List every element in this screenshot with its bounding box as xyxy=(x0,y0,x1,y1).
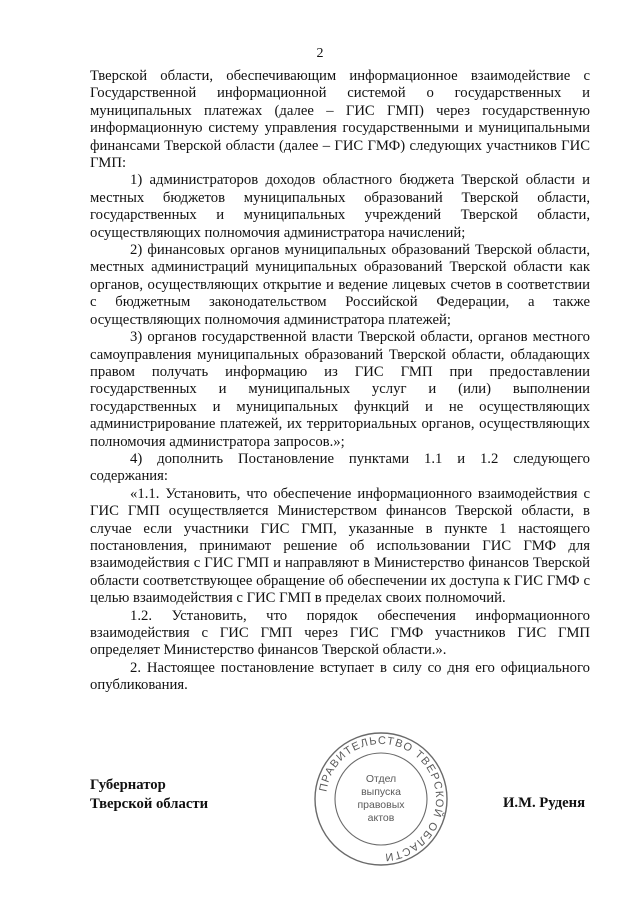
stamp-center-text xyxy=(348,773,414,825)
paragraph-item-1: 1) администраторов доходов областного бюджета Тверской области и местных бюджетов муниципальных образований Тверской области, государственных и муниципальных учреждений Тверской области, осуществляющих полномочия администратора начислений; xyxy=(90,172,590,241)
paragraph-effective-date: 2. Настоящее постановление вступает в силу со дня его официального опубликования. xyxy=(90,659,590,694)
page-number: 2 xyxy=(316,46,324,61)
paragraph-clause-1-1: «1.1. Установить, что обеспечение информационного взаимодействия с ГИС ГМП осуществляется Министерством финансов Тверской области, в случае если участники ГИС ГМП, указанные в пункте 1 настоящего постановления, принимают решение об использовании ГИС ГМФ для взаимодействия с ГИС ГМП и направляют в Министерство финансов Тверской области соответствующее обращение об обеспечении их доступа к ГИС ГМФ с целью взаимодействия с ГИС ГМП в пределах своих полномочий. xyxy=(90,485,590,607)
document-body xyxy=(90,68,590,695)
stamp-ring-text: ПРАВИТЕЛЬСТВО ТВЕРСКОЙ ОБЛАСТИ xyxy=(317,734,446,864)
paragraph-item-2: 2) финансовых органов муниципальных образований Тверской области, местных администраций муниципальных образований Тверской области как органов, осуществляющих открытие и ведение лицевых счетов в соответствии с бюджетным законодательством Российской Федерации, а также осуществляющих полномочия администратора платежей; xyxy=(90,242,590,328)
signature-title-line-1: Губернатор xyxy=(90,777,166,793)
stamp-line-3: правовых xyxy=(357,799,405,811)
paragraph-clause-1-2: 1.2. Установить, что порядок обеспечения информационного взаимодействия с ГИС ГМП через ГИС ГМФ участников ГИС ГМП определяет Министерство финансов Тверской области.». xyxy=(90,607,590,659)
stamp-line-2: выпуска xyxy=(361,786,401,798)
signatory-name: И.М. Руденя xyxy=(503,795,586,811)
paragraph-continuation: Тверской области, обеспечивающим информационное взаимодействие с Государственной информационной системой о государственных и муниципальных платежах (далее – ГИС ГМП) через государственную информационную систему управления государственными и муниципальными финансами Тверской области (далее – ГИС ГМФ) следующих участников ГИС ГМП: xyxy=(90,68,590,172)
paragraph-item-3: 3) органов государственной власти Тверской области, органов местного самоуправления муниципальных образований Тверской области, обладающих правом получать информацию из ГИС ГМП при предоставлении государственных и муниципальных услуг и (или) выполнении государственных и муниципальных функций и не осуществляющих администрирование платежей, их территориальных органов, осуществляющих полномочия администратора запросов.»; xyxy=(90,329,590,450)
stamp-line-1: Отдел xyxy=(365,773,397,785)
stamp-line-4: актов xyxy=(367,812,395,824)
signature-title-line-2: Тверской области xyxy=(90,796,209,812)
signature-title xyxy=(90,776,208,814)
paragraph-item-4: 4) дополнить Постановление пунктами 1.1 и 1.2 следующего содержания: xyxy=(90,450,590,485)
